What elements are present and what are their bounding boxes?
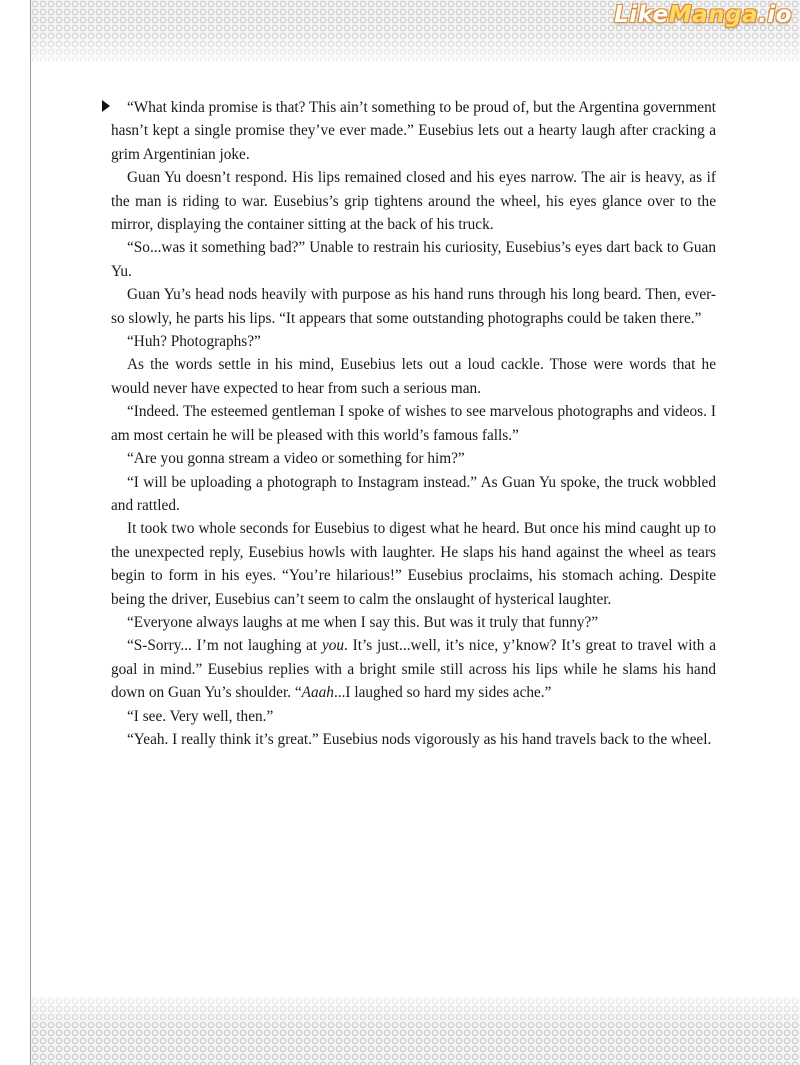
watermark-part-2: Manga	[668, 2, 759, 28]
paragraph: “Everyone always laughs at me when I say this. But was it truly that funny?”	[127, 613, 599, 631]
text-run: ...I laughed so hard my sides ache.”	[333, 684, 552, 702]
emphasis-text: Aaah	[301, 684, 334, 702]
paragraph: “I see. Very well, then.”	[127, 707, 274, 725]
paragraph-marker-triangle-icon	[102, 100, 110, 112]
paragraph: It took two whole seconds for Eusebius to digest what he heard. But once his mind caught up to the unexpected reply, Eusebius howls with laughter. He slaps his hand against the wheel as tears begin to form in his eyes. “You’re hilarious!” Eusebius proclaims, his stomach aching. Despite being the driver, Eusebius can’t seem to calm the onslaught of hysterical laughter.	[111, 520, 716, 608]
paragraph: “I will be uploading a photograph to Instagram instead.” As Guan Yu spoke, the truck wobbled and rattled.	[111, 473, 716, 514]
paragraph: “What kinda promise is that? This ain’t something to be proud of, but the Argentina government hasn’t kept a single promise they’ve ever made.” Eusebius lets out a hearty laugh after cracking a grim Argentinian joke.	[111, 99, 716, 163]
paragraph: “Yeah. I really think it’s great.” Eusebius nods vigorously as his hand travels back to the wheel.	[127, 730, 712, 748]
paragraph: “Indeed. The esteemed gentleman I spoke of wishes to see marvelous photographs and videos. I am most certain he will be pleased with this world’s famous falls.”	[111, 403, 716, 444]
paragraph: “Are you gonna stream a video or something for him?”	[127, 450, 465, 468]
watermark-part-1: Like	[614, 2, 669, 28]
paragraph	[111, 634, 716, 704]
site-watermark	[614, 2, 792, 28]
bottom-border-fade	[31, 983, 800, 1027]
story-text	[111, 96, 716, 751]
watermark-part-3: .io	[758, 2, 792, 28]
page-left-border	[30, 0, 31, 1065]
text-run: “S-Sorry... I’m not laughing at	[127, 637, 322, 655]
paragraph: Guan Yu’s head nods heavily with purpose as his hand runs through his long beard. Then, ever-so slowly, he parts his lips. “It appears that some outstanding photographs could be taken there.”	[111, 286, 716, 327]
top-border-fade	[31, 28, 800, 72]
paragraph: “So...was it something bad?” Unable to restrain his curiosity, Eusebius’s eyes dart back to Guan Yu.	[111, 239, 716, 280]
text-run: . It’s just...well, it’s nice, y’know? It’s great to travel with a goal in mind.” Eusebius replies with a bright smile still across his lips while he slams his hand down on Guan Yu’s shoulder. “	[111, 637, 716, 702]
emphasis-text: you	[321, 637, 345, 655]
paragraph: “Huh? Photographs?”	[127, 333, 261, 351]
paragraph: Guan Yu doesn’t respond. His lips remained closed and his eyes narrow. The air is heavy, as if the man is riding to war. Eusebius’s grip tightens around the wheel, his eyes glance over to the mirror, displaying the container sitting at the back of his truck.	[111, 169, 716, 234]
paragraph: As the words settle in his mind, Eusebius lets out a loud cackle. Those were words that he would never have expected to hear from such a serious man.	[111, 356, 716, 397]
